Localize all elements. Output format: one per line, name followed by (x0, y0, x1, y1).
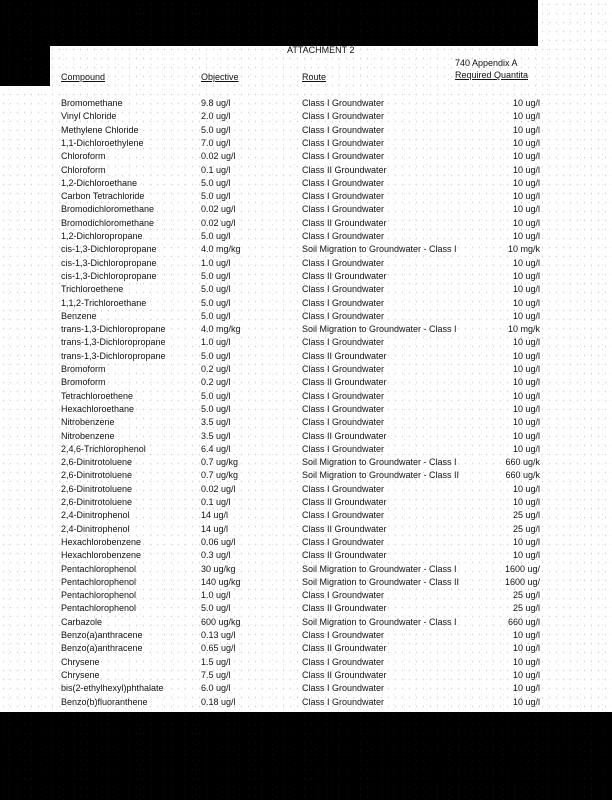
compound-cell: 1,1-Dichloroethylene (61, 137, 144, 148)
quantity-cell: 10 ug/l (512, 124, 540, 135)
compound-cell: Bromoform (61, 377, 106, 388)
redaction-block-top-left (0, 0, 135, 46)
route-cell: Class II Groundwater (302, 377, 387, 388)
objective-cell: 3.5 ug/l (201, 430, 231, 441)
route-cell: Soil Migration to Groundwater - Class II (302, 470, 460, 481)
compound-cell: Bromodichloromethane (61, 204, 155, 215)
table-row (0, 456, 612, 469)
compound-cell: Benzo(a)anthracene (61, 643, 143, 654)
route-cell: Class I Groundwater (302, 284, 385, 295)
quantity-cell: 10 ug/l (512, 151, 540, 162)
quantity-cell: 10 ug/l (512, 364, 540, 374)
quantity-cell: 10 ug/l (512, 297, 540, 308)
compound-cell: trans-1,3-Dichloropropane (61, 350, 166, 361)
objective-cell: 1.0 ug/l (201, 590, 231, 601)
objective-cell: 4.0 mg/kg (201, 324, 241, 335)
compound-cell: 2,4,6-Trichlorophenol (61, 443, 146, 454)
table-row (0, 616, 612, 629)
table-row (0, 496, 612, 509)
table-row (0, 563, 612, 576)
route-cell: Class I Groundwater (302, 656, 385, 667)
quantity-cell: 10 ug/l (512, 390, 540, 401)
quantity-cell: 1600 ug/ (504, 576, 540, 587)
route-cell: Class II Groundwater (302, 270, 387, 281)
route-cell: Soil Migration to Groundwater - Class I (302, 457, 457, 468)
route-cell: Class I Groundwater (302, 231, 385, 241)
table-row (0, 217, 612, 230)
table-row (0, 257, 612, 270)
table-row (0, 97, 612, 110)
objective-cell: 5.0 ug/l (201, 403, 231, 414)
compound-cell: 2,6-Dinitrotoluene (61, 483, 133, 494)
quantity-cell: 10 ug/l (512, 204, 540, 215)
objective-cell: 5.0 ug/l (201, 350, 231, 361)
quantity-cell: 10 ug/l (512, 98, 540, 108)
quantity-cell: 10 ug/l (512, 430, 540, 441)
table-row (0, 669, 612, 682)
quantity-cell: 25 ug/l (512, 603, 540, 614)
route-cell: Class I Groundwater (302, 204, 385, 215)
route-cell: Class I Groundwater (302, 483, 385, 494)
objective-cell: 7.5 ug/l (201, 669, 231, 680)
route-cell: Soil Migration to Groundwater - Class II (302, 576, 460, 587)
quantity-cell: 10 ug/l (512, 403, 540, 414)
route-cell: Class II Groundwater (302, 430, 387, 441)
compound-cell: 1,2-Dichloropropane (61, 231, 143, 241)
route-cell: Class I Groundwater (302, 124, 385, 135)
route-cell: Class I Groundwater (302, 536, 385, 547)
route-cell: Soil Migration to Groundwater - Class I (302, 244, 457, 255)
objective-cell: 0.2 ug/l (201, 377, 231, 388)
route-cell: Soil Migration to Groundwater - Class I (302, 324, 457, 335)
quantity-cell: 10 ug/l (512, 337, 540, 348)
route-cell: Class I Groundwater (302, 111, 385, 122)
quantity-cell: 10 ug/l (512, 111, 540, 122)
quantity-cell: 10 ug/l (512, 536, 540, 547)
quantity-cell: 10 ug/l (512, 310, 540, 321)
table-row (0, 430, 612, 443)
quantity-cell: 10 ug/l (512, 177, 540, 188)
quantity-cell: 660 ug/k (505, 470, 540, 481)
appendix-label: 740 Appendix A (455, 58, 518, 68)
route-cell: Class II Groundwater (302, 350, 387, 361)
compound-cell: cis-1,3-Dichloropropane (61, 270, 157, 281)
objective-cell: 0.02 ug/l (201, 217, 236, 228)
route-cell: Class I Groundwater (302, 337, 385, 348)
compound-cell: Benzo(a)anthracene (61, 630, 143, 640)
objective-cell: 5.0 ug/l (201, 284, 231, 295)
compound-cell: cis-1,3-Dichloropropane (61, 257, 157, 268)
quantity-cell: 10 ug/l (512, 137, 540, 148)
quantity-cell: 10 ug/l (512, 191, 540, 202)
objective-cell: 1.0 ug/l (201, 257, 231, 268)
compound-cell: 1,1,2-Trichloroethane (61, 297, 147, 308)
table-row (0, 656, 612, 669)
objective-cell: 5.0 ug/l (201, 270, 231, 281)
objective-cell: 0.18 ug/l (201, 696, 236, 707)
route-cell: Class II Groundwater (302, 603, 387, 614)
route-cell: Class I Groundwater (302, 191, 385, 202)
quantity-cell: 10 ug/l (512, 350, 540, 361)
compound-cell: Pentachlorophenol (61, 590, 137, 601)
compound-cell: 2,4-Dinitrophenol (61, 510, 130, 521)
objective-cell: 600 ug/kg (201, 616, 241, 627)
quantity-cell: 10 ug/l (512, 483, 540, 494)
table-row (0, 483, 612, 496)
route-cell: Class II Groundwater (302, 217, 387, 228)
quantity-cell: 10 ug/l (512, 643, 540, 654)
quantity-cell: 25 ug/l (512, 510, 540, 521)
table-row (0, 137, 612, 150)
route-cell: Class I Groundwater (302, 137, 385, 148)
table-row (0, 376, 612, 389)
objective-cell: 5.0 ug/l (201, 177, 231, 188)
objective-cell: 30 ug/kg (201, 563, 236, 574)
quantity-cell: 10 ug/l (512, 217, 540, 228)
quantity-cell: 660 ug/l (507, 616, 540, 627)
table-row (0, 696, 612, 709)
compound-cell: Chrysene (61, 656, 100, 667)
attachment-title: ATTACHMENT 2 (287, 45, 355, 55)
table-row (0, 523, 612, 536)
table-row (0, 190, 612, 203)
objective-cell: 140 ug/kg (201, 576, 241, 587)
objective-cell: 0.1 ug/l (201, 164, 231, 175)
route-cell: Class II Groundwater (302, 643, 387, 654)
route-cell: Class I Groundwater (302, 683, 385, 694)
quantity-cell: 10 ug/l (512, 696, 540, 707)
objective-cell: 7.0 ug/l (201, 137, 231, 148)
table-row (0, 243, 612, 256)
compound-cell: 1,2-Dichloroethane (61, 177, 138, 188)
objective-cell: 14 ug/l (201, 510, 229, 521)
quantity-cell: 10 ug/l (512, 550, 540, 561)
compound-cell: 2,4-Dinitrophenol (61, 523, 130, 534)
table-row (0, 576, 612, 589)
compound-cell: Pentachlorophenol (61, 603, 137, 614)
table-row (0, 150, 612, 163)
compound-cell: Chrysene (61, 669, 100, 680)
objective-cell: 0.65 ug/l (201, 643, 236, 654)
route-cell: Class I Groundwater (302, 590, 385, 601)
compound-cell: Nitrobenzene (61, 417, 115, 428)
quantity-cell: 10 ug/l (512, 284, 540, 295)
route-cell: Class I Groundwater (302, 98, 385, 108)
route-cell: Class II Groundwater (302, 497, 387, 507)
table-row (0, 549, 612, 562)
table-row (0, 310, 612, 323)
table-row (0, 363, 612, 376)
table-row (0, 682, 612, 695)
compound-cell: trans-1,3-Dichloropropane (61, 324, 166, 335)
objective-cell: 14 ug/l (201, 523, 229, 534)
redaction-block-top-right (135, 0, 538, 46)
compound-cell: Hexachloroethane (61, 403, 135, 414)
route-cell: Soil Migration to Groundwater - Class I (302, 563, 457, 574)
compound-cell: Vinyl Chloride (61, 111, 117, 122)
objective-cell: 5.0 ug/l (201, 310, 231, 321)
compound-cell: Bromomethane (61, 98, 123, 108)
compound-cell: Benzo(b)fluoranthene (61, 696, 148, 707)
table-row (0, 602, 612, 615)
quantity-cell: 1600 ug/ (504, 563, 540, 574)
compound-cell: Benzene (61, 310, 97, 321)
objective-cell: 5.0 ug/l (201, 124, 231, 135)
objective-cell: 5.0 ug/l (201, 603, 231, 614)
compound-cell: Nitrobenzene (61, 430, 115, 441)
compound-cell: Hexachlorobenzene (61, 550, 142, 561)
compound-cell: Carbon Tetrachloride (61, 191, 145, 202)
quantity-cell: 10 mg/k (507, 244, 540, 255)
quantity-cell: 10 ug/l (512, 377, 540, 388)
table-row (0, 390, 612, 403)
table-row (0, 336, 612, 349)
compound-cell: trans-1,3-Dichloropropane (61, 337, 166, 348)
compound-cell: Trichloroethene (61, 284, 124, 295)
route-cell: Class I Groundwater (302, 390, 385, 401)
route-cell: Class II Groundwater (302, 669, 387, 680)
route-cell: Class I Groundwater (302, 310, 385, 321)
quantity-cell: 25 ug/l (512, 523, 540, 534)
table-row (0, 164, 612, 177)
quantity-cell: 10 ug/l (512, 630, 540, 640)
objective-cell: 0.02 ug/l (201, 204, 236, 215)
quantity-cell: 10 ug/l (512, 683, 540, 694)
table-row (0, 323, 612, 336)
objective-cell: 5.0 ug/l (201, 297, 231, 308)
table-row (0, 110, 612, 123)
objective-cell: 3.5 ug/l (201, 417, 231, 428)
compound-cell: Bromodichloromethane (61, 217, 155, 228)
quantity-cell: 10 ug/l (512, 443, 540, 454)
route-cell: Class I Groundwater (302, 403, 385, 414)
quantity-cell: 10 ug/l (512, 231, 540, 241)
objective-cell: 0.7 ug/kg (201, 457, 239, 468)
objective-cell: 5.0 ug/l (201, 191, 231, 202)
compound-cell: Pentachlorophenol (61, 563, 137, 574)
redaction-block-left-margin (0, 46, 50, 86)
compound-cell: Hexachlorobenzene (61, 536, 142, 547)
quantity-cell: 10 ug/l (512, 257, 540, 268)
table-row (0, 230, 612, 243)
table-row (0, 589, 612, 602)
route-cell: Class II Groundwater (302, 164, 387, 175)
quantity-cell: 10 ug/l (512, 669, 540, 680)
objective-cell: 5.0 ug/l (201, 231, 231, 241)
table-row (0, 509, 612, 522)
compound-cell: Chloroform (61, 151, 106, 162)
compound-cell: 2,6-Dinitrotoluene (61, 457, 133, 468)
quantity-cell: 10 mg/k (507, 324, 540, 335)
quantity-cell: 25 ug/l (512, 590, 540, 601)
route-cell: Class I Groundwater (302, 696, 385, 707)
route-cell: Class I Groundwater (302, 510, 385, 521)
objective-cell: 6.4 ug/l (201, 443, 231, 454)
objective-cell: 1.5 ug/l (201, 656, 231, 667)
compound-cell: cis-1,3-Dichloropropane (61, 244, 157, 255)
table-row (0, 469, 612, 482)
table-row (0, 177, 612, 190)
compound-cell: 2,6-Dinitrotoluene (61, 470, 133, 481)
route-cell: Class I Groundwater (302, 630, 385, 640)
quantity-cell: 660 ug/k (505, 457, 540, 468)
compound-cell: Bromoform (61, 364, 106, 374)
table-row (0, 203, 612, 216)
route-cell: Class I Groundwater (302, 151, 385, 162)
table-row (0, 403, 612, 416)
table-row (0, 416, 612, 429)
objective-cell: 0.3 ug/l (201, 550, 231, 561)
route-cell: Class I Groundwater (302, 364, 385, 374)
table-row (0, 283, 612, 296)
objective-cell: 0.06 ug/l (201, 536, 236, 547)
table-row (0, 536, 612, 549)
route-cell: Class II Groundwater (302, 523, 387, 534)
table-row (0, 443, 612, 456)
route-cell: Class I Groundwater (302, 297, 385, 308)
compound-cell: Pentachlorophenol (61, 576, 137, 587)
route-cell: Class I Groundwater (302, 177, 385, 188)
route-cell: Class I Groundwater (302, 257, 385, 268)
quantity-cell: 10 ug/l (512, 497, 540, 507)
compound-cell: bis(2-ethylhexyl)phthalate (61, 683, 164, 694)
column-header-compound: Compound (61, 72, 106, 82)
quantity-cell: 10 ug/l (512, 270, 540, 281)
objective-cell: 0.02 ug/l (201, 483, 236, 494)
objective-cell: 0.7 ug/kg (201, 470, 239, 481)
objective-cell: 0.02 ug/l (201, 151, 236, 162)
quantity-cell: 10 ug/l (512, 164, 540, 175)
objective-cell: 4.0 mg/kg (201, 244, 241, 255)
objective-cell: 0.2 ug/l (201, 364, 231, 374)
table-row (0, 350, 612, 363)
objective-cell: 2.0 ug/l (201, 111, 231, 122)
objective-cell: 1.0 ug/l (201, 337, 231, 348)
compound-cell: 2,6-Dinitrotoluene (61, 497, 133, 507)
compound-cell: Methylene Chloride (61, 124, 139, 135)
route-cell: Class I Groundwater (302, 417, 385, 428)
compound-cell: Chloroform (61, 164, 106, 175)
objective-cell: 0.1 ug/l (201, 497, 231, 507)
redaction-block-bottom (0, 712, 612, 800)
route-cell: Class II Groundwater (302, 550, 387, 561)
route-cell: Class I Groundwater (302, 443, 385, 454)
table-row (0, 629, 612, 642)
table-row (0, 124, 612, 137)
route-cell: Soil Migration to Groundwater - Class I (302, 616, 457, 627)
objective-cell: 0.13 ug/l (201, 630, 236, 640)
compound-cell: Tetrachloroethene (61, 390, 134, 401)
objective-cell: 5.0 ug/l (201, 390, 231, 401)
table-row (0, 642, 612, 655)
quantity-cell: 10 ug/l (512, 656, 540, 667)
compound-cell: Carbazole (61, 616, 103, 627)
table-row (0, 297, 612, 310)
objective-cell: 9.8 ug/l (201, 98, 231, 108)
column-header-route: Route (302, 72, 327, 82)
objective-cell: 6.0 ug/l (201, 683, 231, 694)
table-row (0, 270, 612, 283)
column-header-quantity: Required Quantita (455, 70, 529, 80)
quantity-cell: 10 ug/l (512, 417, 540, 428)
column-header-objective: Objective (201, 72, 239, 82)
